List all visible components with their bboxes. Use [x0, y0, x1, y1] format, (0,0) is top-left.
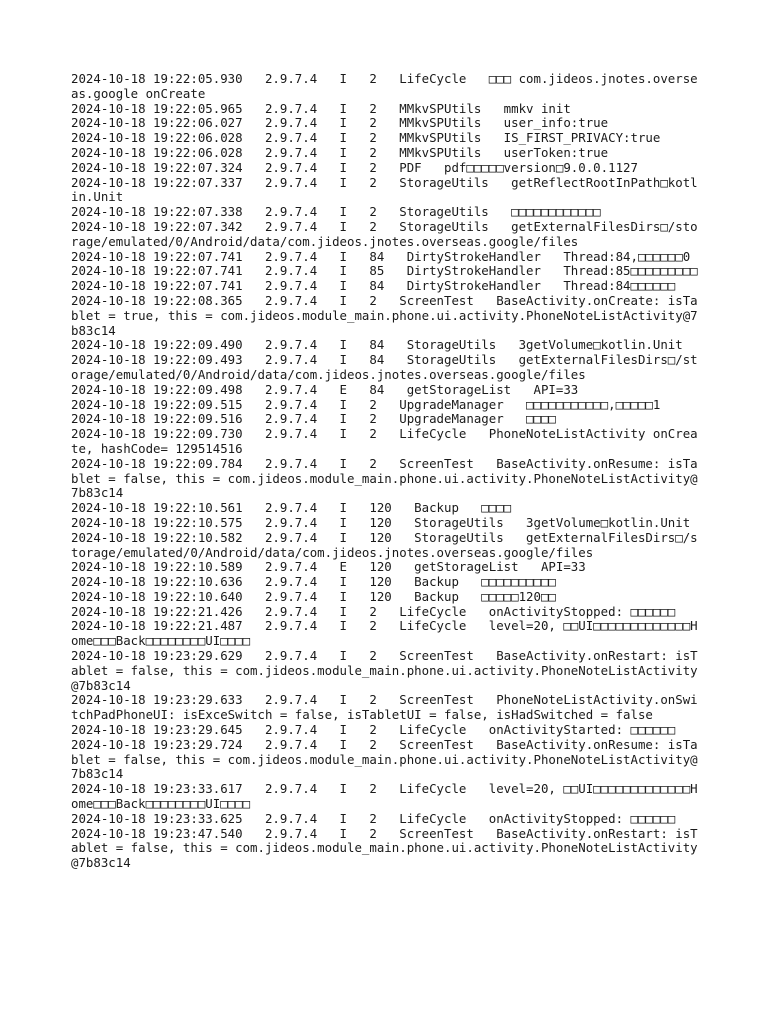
log-entry: 2024-10-18 19:22:09.493 2.9.7.4 I 84 StorageUtils getExternalFilesDirs□/storage/emulated/0/Android/data/com.jideos.jnotes.overseas.google/files — [71, 352, 698, 382]
log-entry: 2024-10-18 19:23:47.540 2.9.7.4 I 2 ScreenTest BaseActivity.onRestart: isTablet = false, this = com.jideos.module_main.phone.ui.activity.PhoneNoteListActivity@7b83c14 — [71, 825, 698, 871]
log-entry: 2024-10-18 19:22:05.930 2.9.7.4 I 2 LifeCycle □□□ com.jideos.jnotes.overseas.google onCreate — [71, 71, 698, 101]
log-entry: 2024-10-18 19:22:09.730 2.9.7.4 I 2 LifeCycle PhoneNoteListActivity onCreate, hashCode= 129514516 — [71, 426, 698, 456]
log-entry: 2024-10-18 19:22:06.027 2.9.7.4 I 2 MMkvSPUtils user_info:true — [71, 115, 609, 131]
log-entry: 2024-10-18 19:22:06.028 2.9.7.4 I 2 MMkvSPUtils IS_FIRST_PRIVACY:true — [71, 130, 661, 146]
log-entry: 2024-10-18 19:22:07.337 2.9.7.4 I 2 StorageUtils getReflectRootInPath□kotlin.Unit — [71, 174, 698, 205]
log-entry: 2024-10-18 19:22:21.487 2.9.7.4 I 2 LifeCycle level=20, □□UI□□□□□□□□□□□□□Home□□□Back□□□□□□□□UI□□□□ — [71, 618, 698, 649]
log-entry: 2024-10-18 19:22:08.365 2.9.7.4 I 2 ScreenTest BaseActivity.onCreate: isTablet = true, this = com.jideos.module_main.phone.ui.activity.PhoneNoteListActivity@7b83c14 — [71, 292, 698, 338]
log-entry: 2024-10-18 19:22:09.490 2.9.7.4 I 84 StorageUtils 3getVolume□kotlin.Unit — [71, 337, 683, 353]
log-entry: 2024-10-18 19:23:29.633 2.9.7.4 I 2 ScreenTest PhoneNoteListActivity.onSwitchPadPhoneUI: isExceSwitch = false, isTabletUI = false, isHadSwitched = false — [71, 692, 698, 723]
log-entry: 2024-10-18 19:22:09.516 2.9.7.4 I 2 UpgradeManager □□□□ — [71, 411, 556, 427]
log-entry: 2024-10-18 19:22:07.741 2.9.7.4 I 85 DirtyStrokeHandler Thread:85□□□□□□□□□ — [71, 263, 698, 279]
log-entry: 2024-10-18 19:23:29.724 2.9.7.4 I 2 ScreenTest BaseActivity.onResume: isTablet = false, this = com.jideos.module_main.phone.ui.activity.PhoneNoteListActivity@7b83c14 — [71, 736, 698, 782]
log-entry: 2024-10-18 19:22:07.338 2.9.7.4 I 2 StorageUtils □□□□□□□□□□□□ — [71, 204, 601, 220]
log-entry: 2024-10-18 19:22:10.640 2.9.7.4 I 120 Backup □□□□□120□□ — [71, 588, 556, 604]
log-entry: 2024-10-18 19:22:10.636 2.9.7.4 I 120 Backup □□□□□□□□□□ — [71, 574, 556, 590]
log-entry: 2024-10-18 19:22:10.582 2.9.7.4 I 120 StorageUtils getExternalFilesDirs□/storage/emulated/0/Android/data/com.jideos.jnotes.overseas.google/files — [71, 529, 698, 560]
log-entry: 2024-10-18 19:22:06.028 2.9.7.4 I 2 MMkvSPUtils userToken:true — [71, 144, 609, 160]
log-entry: 2024-10-18 19:23:33.625 2.9.7.4 I 2 LifeCycle onActivityStopped: □□□□□□ — [71, 810, 676, 826]
log-entry: 2024-10-18 19:22:09.498 2.9.7.4 E 84 getStorageList API=33 — [71, 381, 579, 397]
log-entry: 2024-10-18 19:23:29.629 2.9.7.4 I 2 ScreenTest BaseActivity.onRestart: isTablet = false, this = com.jideos.module_main.phone.ui.activity.PhoneNoteListActivity@7b83c14 — [71, 648, 698, 693]
log-entry: 2024-10-18 19:22:10.561 2.9.7.4 I 120 Backup □□□□ — [71, 500, 512, 516]
log-entry: 2024-10-18 19:23:33.617 2.9.7.4 I 2 LifeCycle level=20, □□UI□□□□□□□□□□□□□Home□□□Back□□□□□□□□UI□□□□ — [71, 781, 698, 812]
log-entry: 2024-10-18 19:22:07.741 2.9.7.4 I 84 DirtyStrokeHandler Thread:84□□□□□□ — [71, 278, 676, 294]
log-entry: 2024-10-18 19:23:29.645 2.9.7.4 I 2 LifeCycle onActivityStarted: □□□□□□ — [71, 722, 676, 738]
log-entry: 2024-10-18 19:22:10.575 2.9.7.4 I 120 StorageUtils 3getVolume□kotlin.Unit — [71, 514, 691, 530]
log-entry: 2024-10-18 19:22:21.426 2.9.7.4 I 2 LifeCycle onActivityStopped: □□□□□□ — [71, 603, 676, 619]
log-entry: 2024-10-18 19:22:10.589 2.9.7.4 E 120 getStorageList API=33 — [71, 559, 586, 575]
log-entry: 2024-10-18 19:22:07.342 2.9.7.4 I 2 StorageUtils getExternalFilesDirs□/storage/emulated/0/Android/data/com.jideos.jnotes.overseas.google/files — [71, 218, 698, 249]
log-entry: 2024-10-18 19:22:09.784 2.9.7.4 I 2 ScreenTest BaseActivity.onResume: isTablet = false, this = com.jideos.module_main.phone.ui.activity.PhoneNoteListActivity@7b83c14 — [71, 455, 698, 501]
log-entry: 2024-10-18 19:22:09.515 2.9.7.4 I 2 UpgradeManager □□□□□□□□□□□,□□□□□1 — [71, 396, 661, 412]
log-entry: 2024-10-18 19:22:05.965 2.9.7.4 I 2 MMkvSPUtils mmkv init — [71, 100, 571, 116]
log-document — [71, 72, 699, 871]
log-entry: 2024-10-18 19:22:07.324 2.9.7.4 I 2 PDF pdf□□□□□version□9.0.0.1127 — [71, 159, 638, 175]
log-entry: 2024-10-18 19:22:07.741 2.9.7.4 I 84 DirtyStrokeHandler Thread:84,□□□□□□0 — [71, 248, 691, 264]
